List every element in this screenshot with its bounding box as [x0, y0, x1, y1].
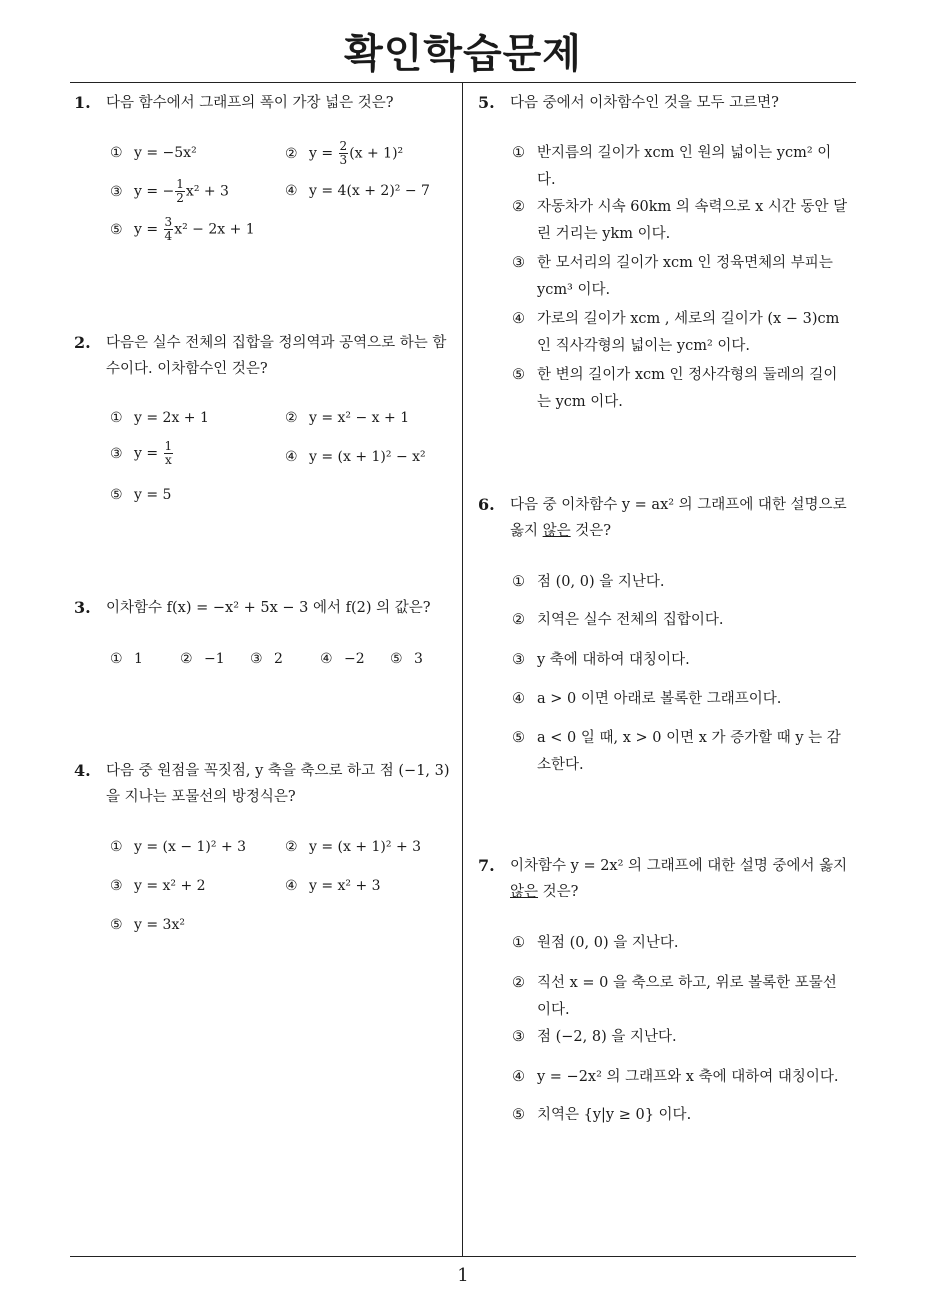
column-divider	[462, 83, 463, 1257]
option-text: y = 4(x + 2)² − 7	[309, 183, 430, 199]
underlined-word: 않은	[510, 884, 539, 900]
question-2	[74, 330, 458, 386]
question-number: 3.	[74, 598, 91, 617]
option-text: y = (x − 1)² + 3	[134, 839, 247, 855]
option-text: y =	[134, 445, 163, 462]
question-text: 다음 중에서 이차함수인 것을 모두 고르면?	[510, 95, 779, 111]
q5-option-5[interactable]	[512, 362, 848, 416]
option-text: 치역은 {y|y ≥ 0} 이다.	[537, 1107, 692, 1123]
option-text: x² − 2x + 1	[174, 221, 255, 238]
mark: ⑤	[512, 367, 525, 383]
mark: ①	[512, 145, 525, 161]
option-text: y = x² + 3	[309, 878, 381, 894]
option-text: y = 2x + 1	[134, 410, 209, 426]
fraction	[175, 178, 185, 205]
question-text	[510, 853, 860, 905]
question-3	[74, 595, 458, 625]
mark: ⑤	[110, 487, 123, 503]
q1-option-3[interactable]	[110, 178, 229, 205]
question-text: 다음은 실수 전체의 집합을 정의역과 공역으로 하는 함수이다. 이차함수인 것은?	[106, 335, 447, 377]
question-number: 6.	[478, 495, 495, 514]
mark: ④	[285, 183, 298, 199]
question-number: 5.	[478, 93, 495, 112]
option-text: 직선 x = 0 을 축으로 하고, 위로 볼록한 포물선이다.	[537, 975, 837, 1018]
q2-option-4[interactable]	[285, 446, 426, 468]
mark: ②	[285, 410, 298, 426]
mark: ⑤	[110, 917, 123, 933]
numerator: 2	[339, 139, 348, 153]
question-4	[74, 758, 458, 814]
question-number: 1.	[74, 93, 91, 112]
option-text: y = 5	[134, 487, 172, 503]
q4-option-2[interactable]	[285, 836, 421, 858]
question-text-part: 다음 중 이차함수 y = ax² 의 그래프에 대한 설명으로 옳지	[510, 497, 847, 539]
mark: ①	[512, 574, 525, 590]
q4-option-1[interactable]	[110, 836, 246, 858]
q1-option-1[interactable]	[110, 142, 197, 164]
q5-option-3[interactable]	[512, 250, 848, 304]
mark: ③	[512, 652, 525, 668]
mark: ③	[110, 183, 123, 200]
q7-option-1[interactable]	[512, 930, 848, 957]
numerator: 1	[164, 439, 173, 453]
bottom-rule	[70, 1256, 856, 1257]
mark: ②	[512, 975, 525, 991]
denominator: 4	[164, 229, 173, 243]
mark: ③	[110, 878, 123, 894]
mark: ⑤	[512, 1107, 525, 1123]
underlined-word: 않은	[542, 523, 571, 539]
q6-option-1[interactable]	[512, 569, 848, 596]
q6-option-2[interactable]	[512, 607, 848, 634]
option-text: 자동차가 시속 60km 의 속력으로 x 시간 동안 달린 거리는 ykm 이다.	[537, 199, 848, 242]
q2-option-1[interactable]	[110, 407, 209, 429]
option-text: (x + 1)²	[349, 145, 404, 162]
q4-option-5[interactable]	[110, 914, 185, 936]
q5-option-2[interactable]	[512, 194, 848, 248]
q1-option-2[interactable]	[285, 140, 403, 167]
mark: ④	[512, 311, 525, 327]
question-number: 2.	[74, 333, 91, 352]
option-text: 치역은 실수 전체의 집합이다.	[537, 612, 724, 628]
denominator: 2	[176, 191, 184, 205]
fraction	[164, 216, 174, 243]
q2-option-2[interactable]	[285, 407, 409, 429]
option-text: 점 (0, 0) 을 지난다.	[537, 574, 665, 590]
option-text: a > 0 이면 아래로 볼록한 그래프이다.	[537, 691, 782, 707]
option-text: y 축에 대하여 대칭이다.	[537, 652, 690, 668]
mark: ④	[285, 449, 298, 465]
question-6	[478, 492, 862, 548]
q2-option-5[interactable]	[110, 484, 171, 506]
option-text: 점 (−2, 8) 을 지난다.	[537, 1029, 677, 1045]
top-rule	[70, 82, 856, 83]
mark: ①	[110, 839, 123, 855]
denominator: x	[164, 453, 172, 467]
q7-option-5[interactable]	[512, 1102, 848, 1129]
question-number: 4.	[74, 761, 91, 780]
mark: ①	[110, 651, 123, 667]
q7-option-4[interactable]	[512, 1064, 848, 1091]
mark: ②	[512, 199, 525, 215]
option-text: y = (x + 1)² + 3	[309, 839, 422, 855]
option-text: 1	[134, 651, 143, 667]
option-text: 한 모서리의 길이가 xcm 인 정육면체의 부피는 ycm³ 이다.	[537, 255, 833, 298]
option-text: 가로의 길이가 xcm , 세로의 길이가 (x − 3)cm 인 직사각형의 넓이는 ycm² 이다.	[537, 311, 840, 354]
q6-option-4[interactable]	[512, 686, 848, 713]
option-text: a < 0 일 때, x > 0 이면 x 가 증가할 때 y 는 감소한다.	[537, 730, 841, 773]
q3-option-4[interactable]	[320, 648, 365, 670]
option-text: y = x² − x + 1	[309, 410, 410, 426]
mark: ③	[250, 651, 263, 667]
option-text: 한 변의 길이가 xcm 인 정사각형의 둘레의 길이는 ycm 이다.	[537, 367, 838, 410]
page-number: 1	[457, 1265, 469, 1286]
mark: ③	[512, 1029, 525, 1045]
q3-option-3[interactable]	[250, 648, 283, 670]
mark: ④	[512, 691, 525, 707]
q7-option-3[interactable]	[512, 1024, 848, 1051]
question-number: 7.	[478, 856, 495, 875]
option-text: y = −2x² 의 그래프와 x 축에 대하여 대칭이다.	[537, 1069, 839, 1085]
question-text-part: 것은?	[570, 523, 612, 539]
mark: ③	[512, 255, 525, 271]
question-text: 이차함수 f(x) = −x² + 5x − 3 에서 f(2) 의 값은?	[106, 600, 431, 616]
option-text: y = −	[134, 183, 175, 200]
q6-option-3[interactable]	[512, 647, 848, 674]
mark: ④	[285, 878, 298, 894]
q2-option-3[interactable]	[110, 440, 174, 467]
numerator: 3	[164, 215, 173, 229]
fraction	[339, 140, 349, 167]
mark: ②	[285, 839, 298, 855]
question-text-part: 이차함수 y = 2x² 의 그래프에 대한 설명 중에서 옳지	[510, 858, 848, 874]
q4-option-3[interactable]	[110, 875, 206, 897]
option-text: y = (x + 1)² − x²	[309, 449, 426, 465]
q3-option-2[interactable]	[180, 648, 225, 670]
option-text: 원점 (0, 0) 을 지난다.	[537, 935, 679, 951]
option-text: 2	[274, 651, 283, 667]
option-text: 3	[414, 651, 423, 667]
mark: ①	[512, 935, 525, 951]
question-text: 다음 중 원점을 꼭짓점, y 축을 축으로 하고 점 (−1, 3) 을 지나는 포물선의 방정식은?	[106, 763, 450, 805]
option-text: −1	[204, 651, 225, 667]
q5-option-4[interactable]	[512, 306, 848, 360]
question-7	[478, 853, 862, 909]
denominator: 3	[339, 153, 348, 167]
mark: ⑤	[512, 730, 525, 746]
q3-option-5[interactable]	[390, 648, 423, 670]
question-text	[510, 492, 860, 544]
option-text: y =	[309, 145, 338, 162]
q6-option-5[interactable]	[512, 725, 848, 779]
q4-option-4[interactable]	[285, 875, 381, 897]
mark: ⑤	[390, 651, 403, 667]
option-text: 반지름의 길이가 xcm 인 원의 넓이는 ycm² 이다.	[537, 145, 832, 188]
q1-option-4[interactable]	[285, 180, 430, 202]
mark: ①	[110, 410, 123, 426]
option-text: y = x² + 2	[134, 878, 206, 894]
option-text: y = 3x²	[134, 917, 185, 933]
page-title: 확인학습문제	[344, 31, 582, 77]
question-text-part: 것은?	[538, 884, 579, 900]
question-5	[478, 90, 858, 120]
option-text: y = −5x²	[134, 145, 197, 161]
q7-option-2[interactable]	[512, 970, 848, 1024]
q3-option-1[interactable]	[110, 648, 143, 670]
q5-option-1[interactable]	[512, 140, 848, 194]
numerator: 1	[176, 177, 184, 191]
option-text: x² + 3	[185, 183, 229, 200]
mark: ①	[110, 145, 123, 161]
q1-option-5[interactable]	[110, 216, 255, 243]
mark: ②	[285, 145, 298, 162]
mark: ④	[320, 651, 333, 667]
mark: ②	[180, 651, 193, 667]
mark: ⑤	[110, 221, 123, 238]
mark: ②	[512, 612, 525, 628]
fraction	[164, 440, 174, 467]
mark: ④	[512, 1069, 525, 1085]
mark: ③	[110, 445, 123, 462]
option-text: y =	[134, 221, 163, 238]
question-text: 다음 함수에서 그래프의 폭이 가장 넓은 것은?	[106, 95, 394, 111]
option-text: −2	[344, 651, 365, 667]
